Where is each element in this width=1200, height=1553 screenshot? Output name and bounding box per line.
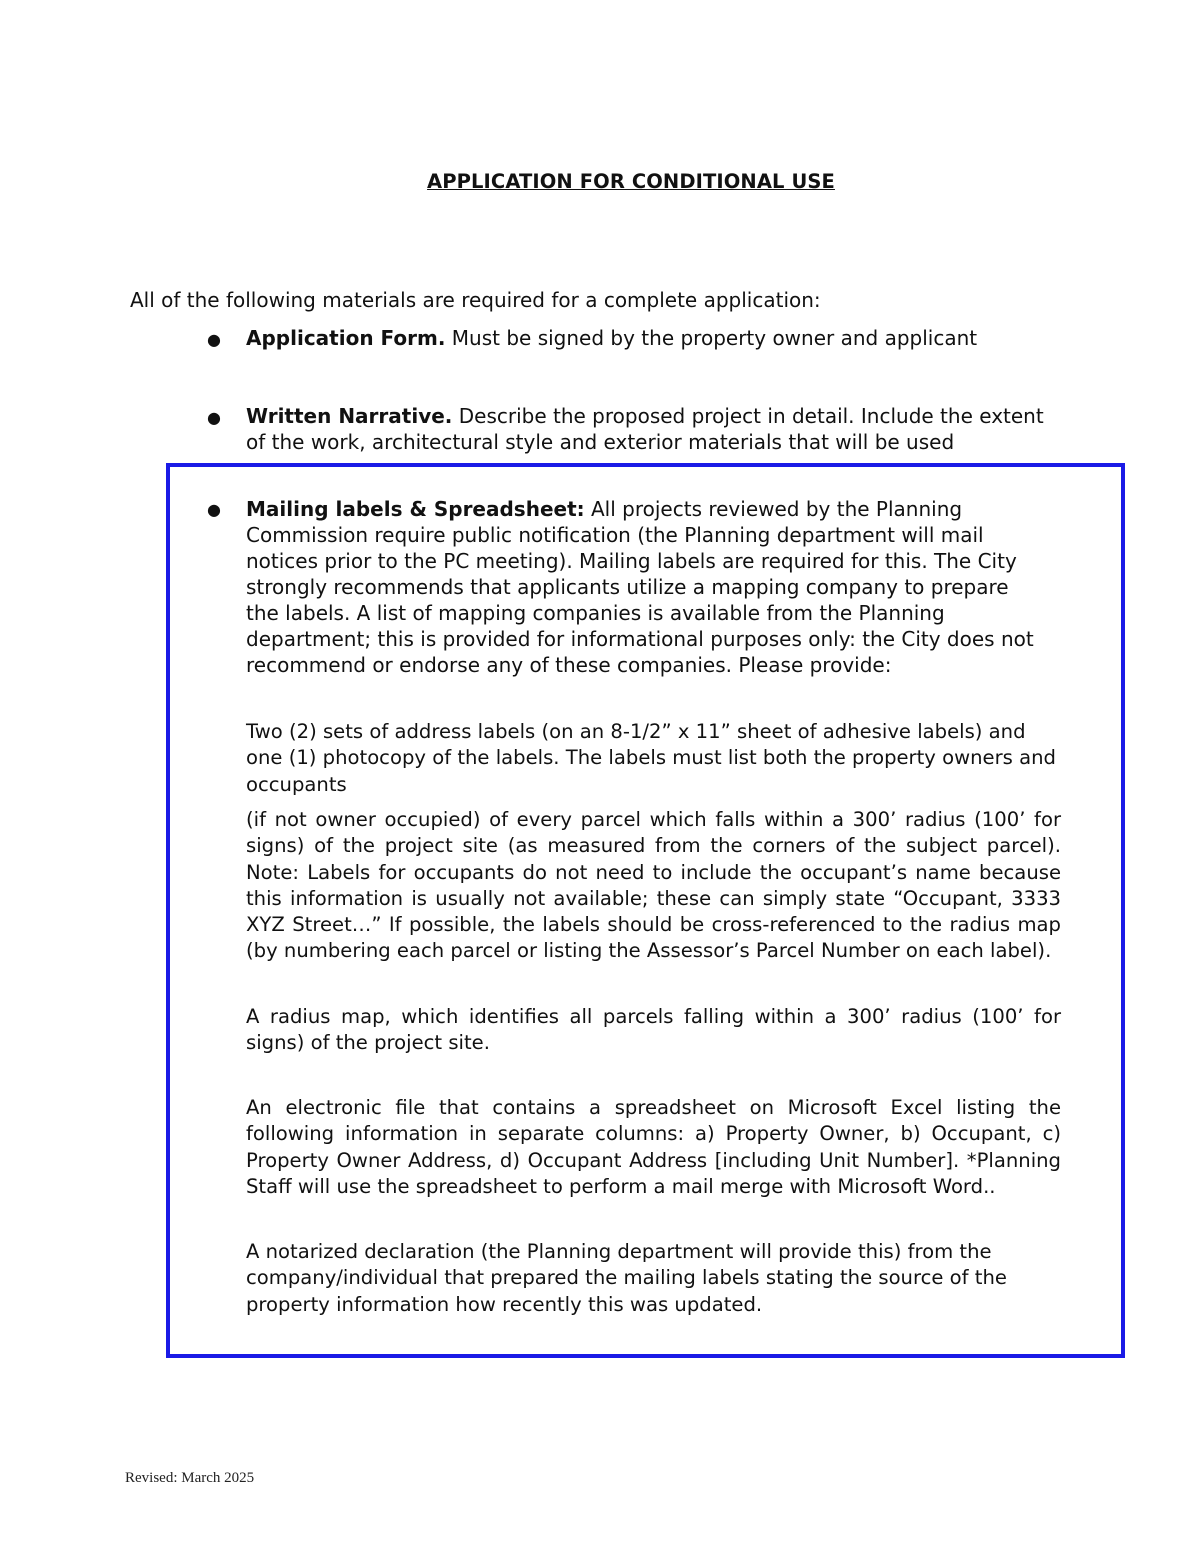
paragraph-occupants-note: (if not owner occupied) of every parcel which falls within a 300’ radius (100’ for signs) of the project site (as measured from the corners of the subject parcel). Note: Labels for occupants do not need to include the occupant’s name because this information is usually not available; these can simply state “Occupant, 3333 XYZ Street…” If possible, the labels should be cross-referenced to the radius map (by numbering each parcel or listing the Assessor’s Parcel Number on each label). — [246, 808, 1061, 963]
bullet-written-narrative: ● — [207, 408, 221, 427]
item-mailing-labels — [246, 496, 1046, 678]
paragraph-radius-map: A radius map, which identifies all parcels falling within a 300’ radius (100’ for signs) of the project site. — [246, 1005, 1061, 1055]
page-title: APPLICATION FOR CONDITIONAL USE — [427, 170, 835, 193]
item-heading: Mailing labels & Spreadsheet: — [246, 497, 585, 521]
item-body: Must be signed by the property owner and applicant — [445, 326, 978, 350]
intro-text: All of the following materials are required for a complete application: — [130, 288, 821, 312]
bullet-mailing-labels: ● — [207, 500, 221, 519]
item-application-form — [246, 325, 1076, 351]
item-body: Describe the proposed project in detail. Include the extent of the work, architectural style and exterior materials that will be used — [246, 404, 1044, 454]
paragraph-notarized-declaration: A notarized declaration (the Planning department will provide this) from the company/individual that prepared the mailing labels stating the source of the property information how recently this was updated. — [246, 1240, 1007, 1316]
item-heading: Application Form. — [246, 326, 446, 350]
item-body: All projects reviewed by the Planning Commission require public notification (the Planning department will mail notices prior to the PC meeting). Mailing labels are required for this. The City strongly recommends that applicants utilize a mapping company to prepare the labels. A list of mapping companies is available from the Planning department; this is provided for informational purposes only: the City does not recommend or endorse any of these companies. Please provide: — [246, 497, 1034, 677]
bullet-application-form: ● — [207, 330, 221, 349]
item-heading: Written Narrative. — [246, 404, 453, 428]
revision-footer: Revised: March 2025 — [125, 1470, 255, 1486]
paragraph-address-labels: Two (2) sets of address labels (on an 8-1/2” x 11” sheet of adhesive labels) and one (1) photocopy of the labels. The labels must list both the property owners and occupants — [246, 720, 1056, 796]
paragraph-spreadsheet: An electronic file that contains a spreadsheet on Microsoft Excel listing the following information in separate columns: a) Property Owner, b) Occupant, c) Property Owner Address, d) Occupant Address [including Unit Number]. *Planning Staff will use the spreadsheet to perform a mail merge with Microsoft Word.. — [246, 1096, 1061, 1198]
item-written-narrative — [246, 403, 1056, 455]
